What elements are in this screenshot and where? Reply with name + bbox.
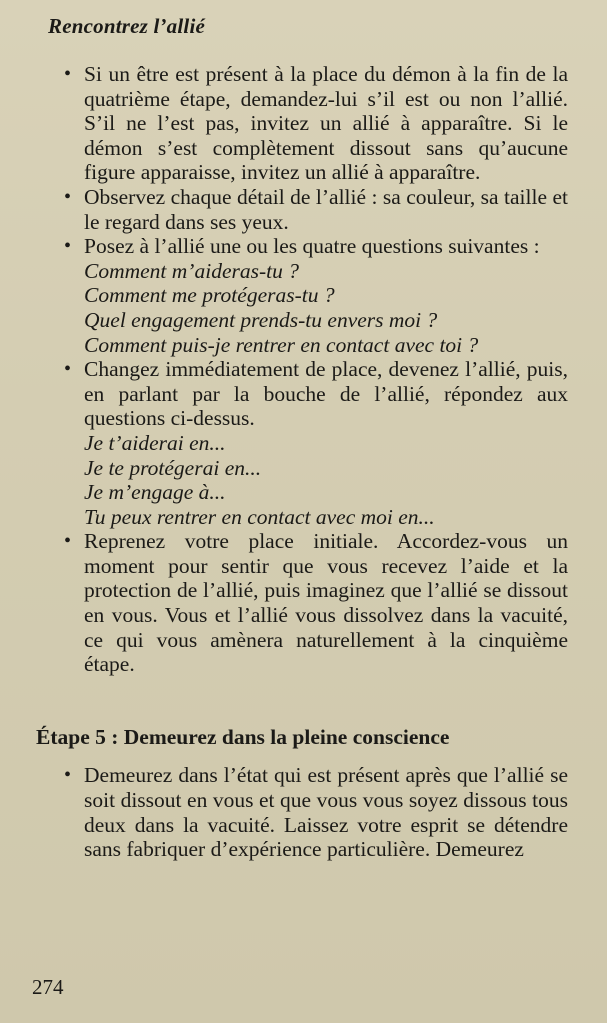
bullet-text: Changez immédiatement de place, devenez l’allié, puis, en parlant par la bouche de l’allié, répondez aux questions ci-dessus. [84, 357, 568, 431]
question-line: Comment m’aideras-tu ? [84, 258, 299, 283]
bullet-icon: • [64, 358, 72, 381]
answer-line: Je te protégerai en... [84, 455, 262, 480]
answer-line: Je m’engage à... [84, 480, 226, 505]
list-item [48, 62, 568, 185]
bullet-list [48, 62, 568, 677]
bullet-text: Si un être est présent à la place du démon à la fin de la quatrième étape, demandez-lui s’il est ou non l’allié. S’il ne l’est pas, invitez un allié à apparaître. Si le démon s’est complètement dissout sans qu’aucune figure apparaisse, invitez un allié à apparaître. [84, 62, 568, 185]
step5-bullet-list [48, 763, 568, 861]
page-number: 274 [32, 975, 64, 999]
bullet-icon: • [64, 235, 72, 258]
running-head: Rencontrez l’allié [48, 14, 206, 38]
list-item [48, 357, 568, 529]
bullet-icon: • [64, 185, 72, 208]
bullet-text: Reprenez votre place initiale. Accordez-vous un moment pour sentir que vous recevez l’aide et la protection de l’allié, puis imaginez que l’allié se dissout en vous. Vous et l’allié vous dissolvez dans la vacuité, ce qui vous amènera naturellement à la cinquième étape. [84, 529, 568, 677]
answer-line: Tu peux rentrer en contact avec moi en... [84, 504, 435, 529]
section-gap [48, 677, 568, 725]
question-line: Comment me protégeras-tu ? [84, 283, 335, 308]
question-line: Quel engagement prends-tu envers moi ? [84, 307, 438, 332]
list-item [48, 529, 568, 677]
question-line: Comment puis-je rentrer en contact avec toi ? [84, 332, 479, 357]
section-heading: Étape 5 : Demeurez dans la pleine conscience [36, 724, 450, 749]
answer-line: Je t’aiderai en... [84, 430, 226, 455]
bullet-icon: • [64, 63, 72, 85]
list-item [48, 763, 568, 861]
list-item [48, 185, 568, 234]
bullet-text: Observez chaque détail de l’allié : sa couleur, sa taille et le regard dans ses yeux. [84, 184, 568, 234]
bullet-text: Demeurez dans l’état qui est présent après que l’allié se soit dissout en vous et que vous vous soyez dissous tous deux dans la vacuité. Laissez votre esprit se détendre sans fabriquer d’expérience particulière. Demeurez [84, 763, 568, 862]
bullet-icon: • [64, 764, 72, 787]
bullet-icon: • [64, 530, 72, 553]
list-item [48, 234, 568, 357]
page-body [36, 62, 568, 862]
bullet-text: Posez à l’allié une ou les quatre questions suivantes : [84, 234, 540, 259]
